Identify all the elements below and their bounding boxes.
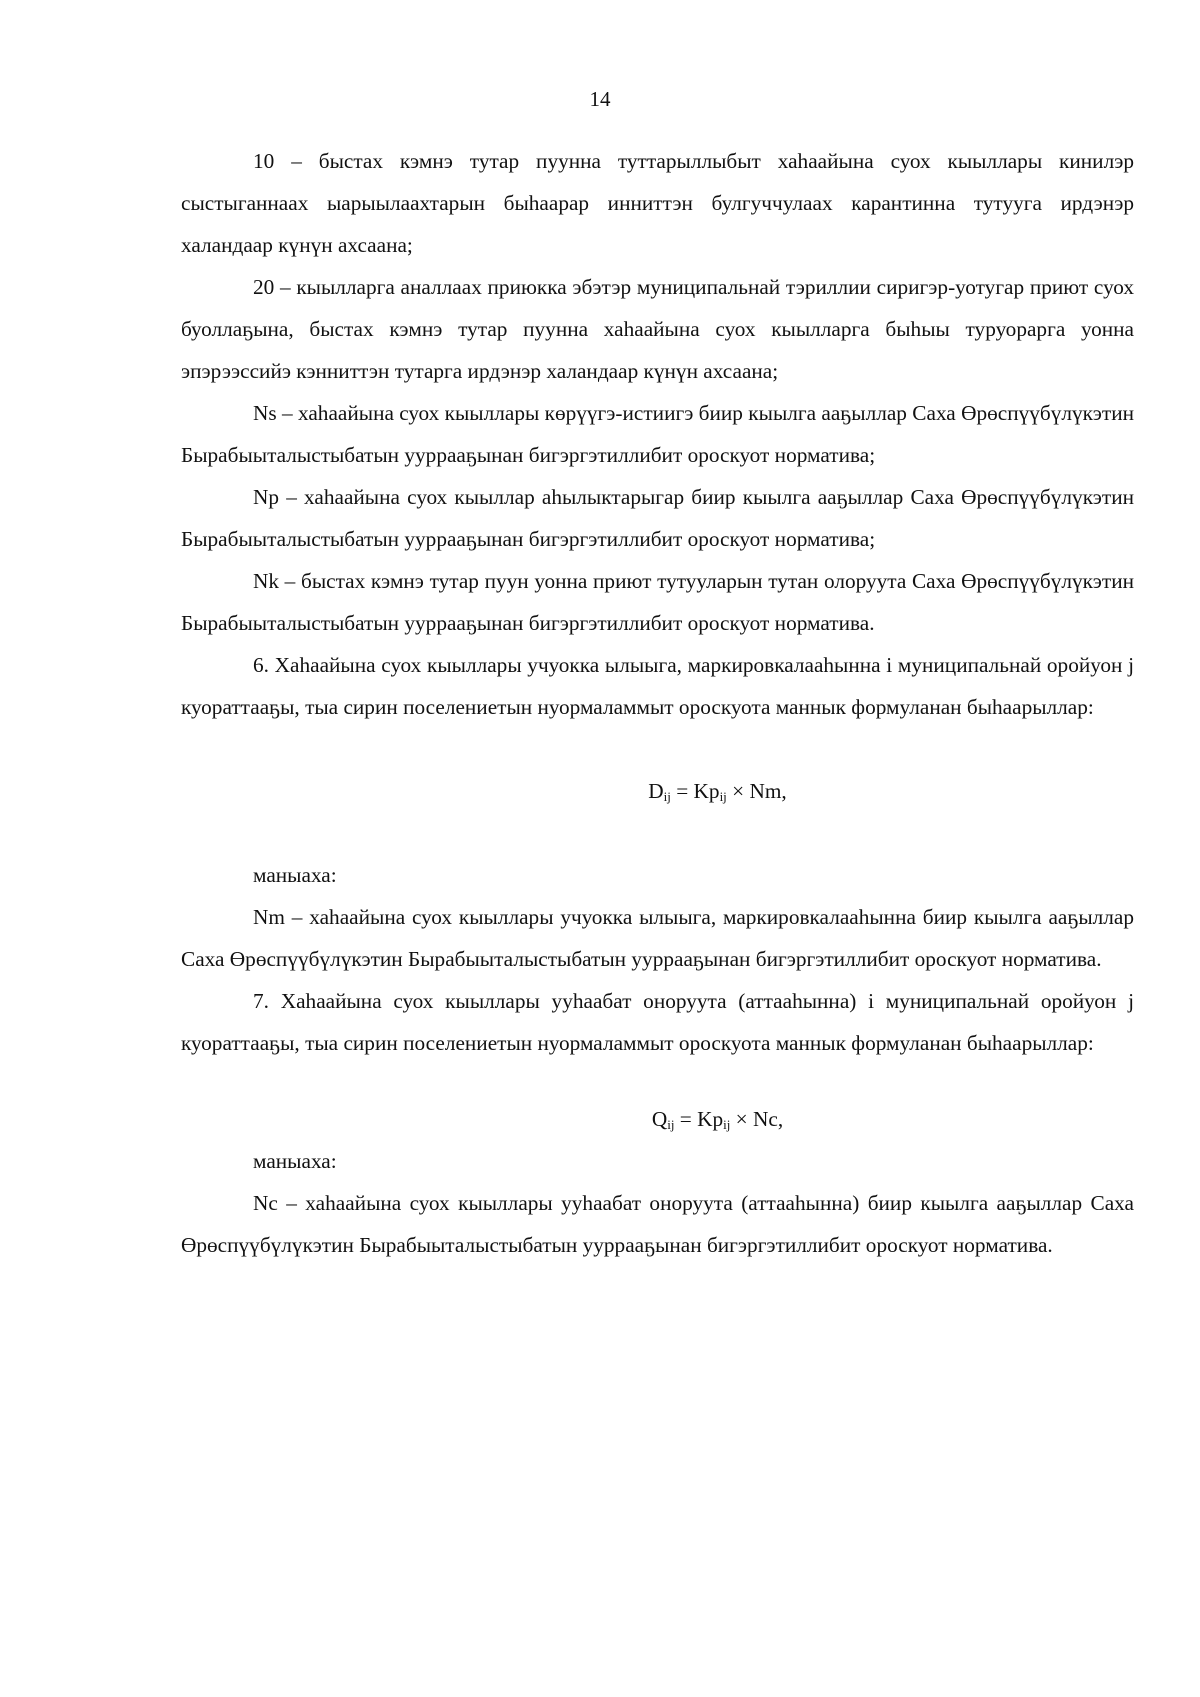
document-body [181, 140, 1134, 1266]
formula-dij-rhs-sub: ij [719, 789, 727, 804]
paragraph-20-definition: 20 – кыылларга аналлаах приюкка эбэтэр муниципальнай тэриллии сиригэр-уотугар приют суох буоллаҕына, быстах кэмнэ тутар пуунна хаhаайына суох кыылларга быhыы туруорарга уонна эпэрээссийэ кэнниттэн тутарга ирдэнэр халандаар күнүн ахсаана; [181, 275, 1134, 383]
paragraph-nk-definition: Nk – быстах кэмнэ тутар пуун уонна приют тутууларын тутан олоруута Саха Өрөспүүбүлүкэтин Бырабыыталыстыбатын ууррааҕынан бигэргэтиллибит ороскуот норматива. [181, 569, 1134, 635]
formula-qij-lhs: Q [651, 1107, 668, 1131]
formula-qij-rhs-sub: ij [723, 1117, 731, 1132]
paragraph-nc-definition: Nc – хаhаайына суох кыыллары ууhаабат оноруута (аттааhынна) биир кыылга ааҕыллар Саха Өрөспүүбүлүкэтин Бырабыыталыстыбатын ууррааҕынан бигэргэтиллибит ороскуот норматива. [181, 1191, 1134, 1257]
paragraph-np-definition: Np – хаhаайына суох кыыллар аhылыктарыгар биир кыылга ааҕыллар Саха Өрөспүүбүлүкэтин Бырабыыталыстыбатын ууррааҕынан бигэргэтиллибит ороскуот норматива; [181, 485, 1134, 551]
paragraph-ns-definition: Ns – хаhаайына суох кыыллары көрүүгэ-истиигэ биир кыылга ааҕыллар Саха Өрөспүүбүлүкэтин Бырабыыталыстыбатын ууррааҕынан бигэргэтиллибит ороскуот норматива; [181, 401, 1134, 467]
paragraph-item-6: 6. Хаhаайына суох кыыллары учуокка ылыыга, маркировкалааhынна i муниципальнай оройуон j куораттааҕы, тыа сирин поселениетын нуормаламмыт ороскуота маннык формуланан быhаарыллар: [181, 653, 1134, 719]
formula-qij-lhs-sub: ij [667, 1117, 675, 1132]
formula-dij-eq: = Kp [670, 779, 720, 803]
formula-dij-lhs: D [648, 779, 664, 803]
page-number: 14 [589, 87, 611, 111]
formula-dij [181, 770, 1134, 812]
formula-qij-rest: × Nc, [730, 1107, 784, 1131]
paragraph-nm-definition: Nm – хаhаайына суох кыыллары учуокка ылыыга, маркировкалааhынна биир кыылга ааҕыллар Саха Өрөспүүбүлүкэтин Бырабыыталыстыбатын ууррааҕынан бигэргэтиллибит ороскуот норматива. [181, 905, 1134, 971]
formula-qij-eq: = Kp [674, 1107, 724, 1131]
paragraph-item-7: 7. Хаhаайына суох кыыллары ууhаабат оноруута (аттааhынна) i муниципальнай оройуон j куораттааҕы, тыа сирин поселениетын нуормаламмыт ороскуота маннык формуланан быhаарыллар: [181, 989, 1134, 1055]
formula-qij [181, 1098, 1134, 1140]
where-label-2: маныаха: [253, 1149, 337, 1173]
formula-dij-lhs-sub: ij [663, 789, 671, 804]
paragraph-10-definition: 10 – быстах кэмнэ тутар пуунна туттарыллыбыт хаhаайына суох кыыллары кинилэр сыстыганнаах ыарыылаахтарын быhаарар инниттэн булгуччулаах карантинна тутууга ирдэнэр халандаар күнүн ахсаана; [181, 149, 1134, 257]
formula-dij-rest: × Nm, [726, 779, 787, 803]
where-label-1: маныаха: [253, 863, 337, 887]
